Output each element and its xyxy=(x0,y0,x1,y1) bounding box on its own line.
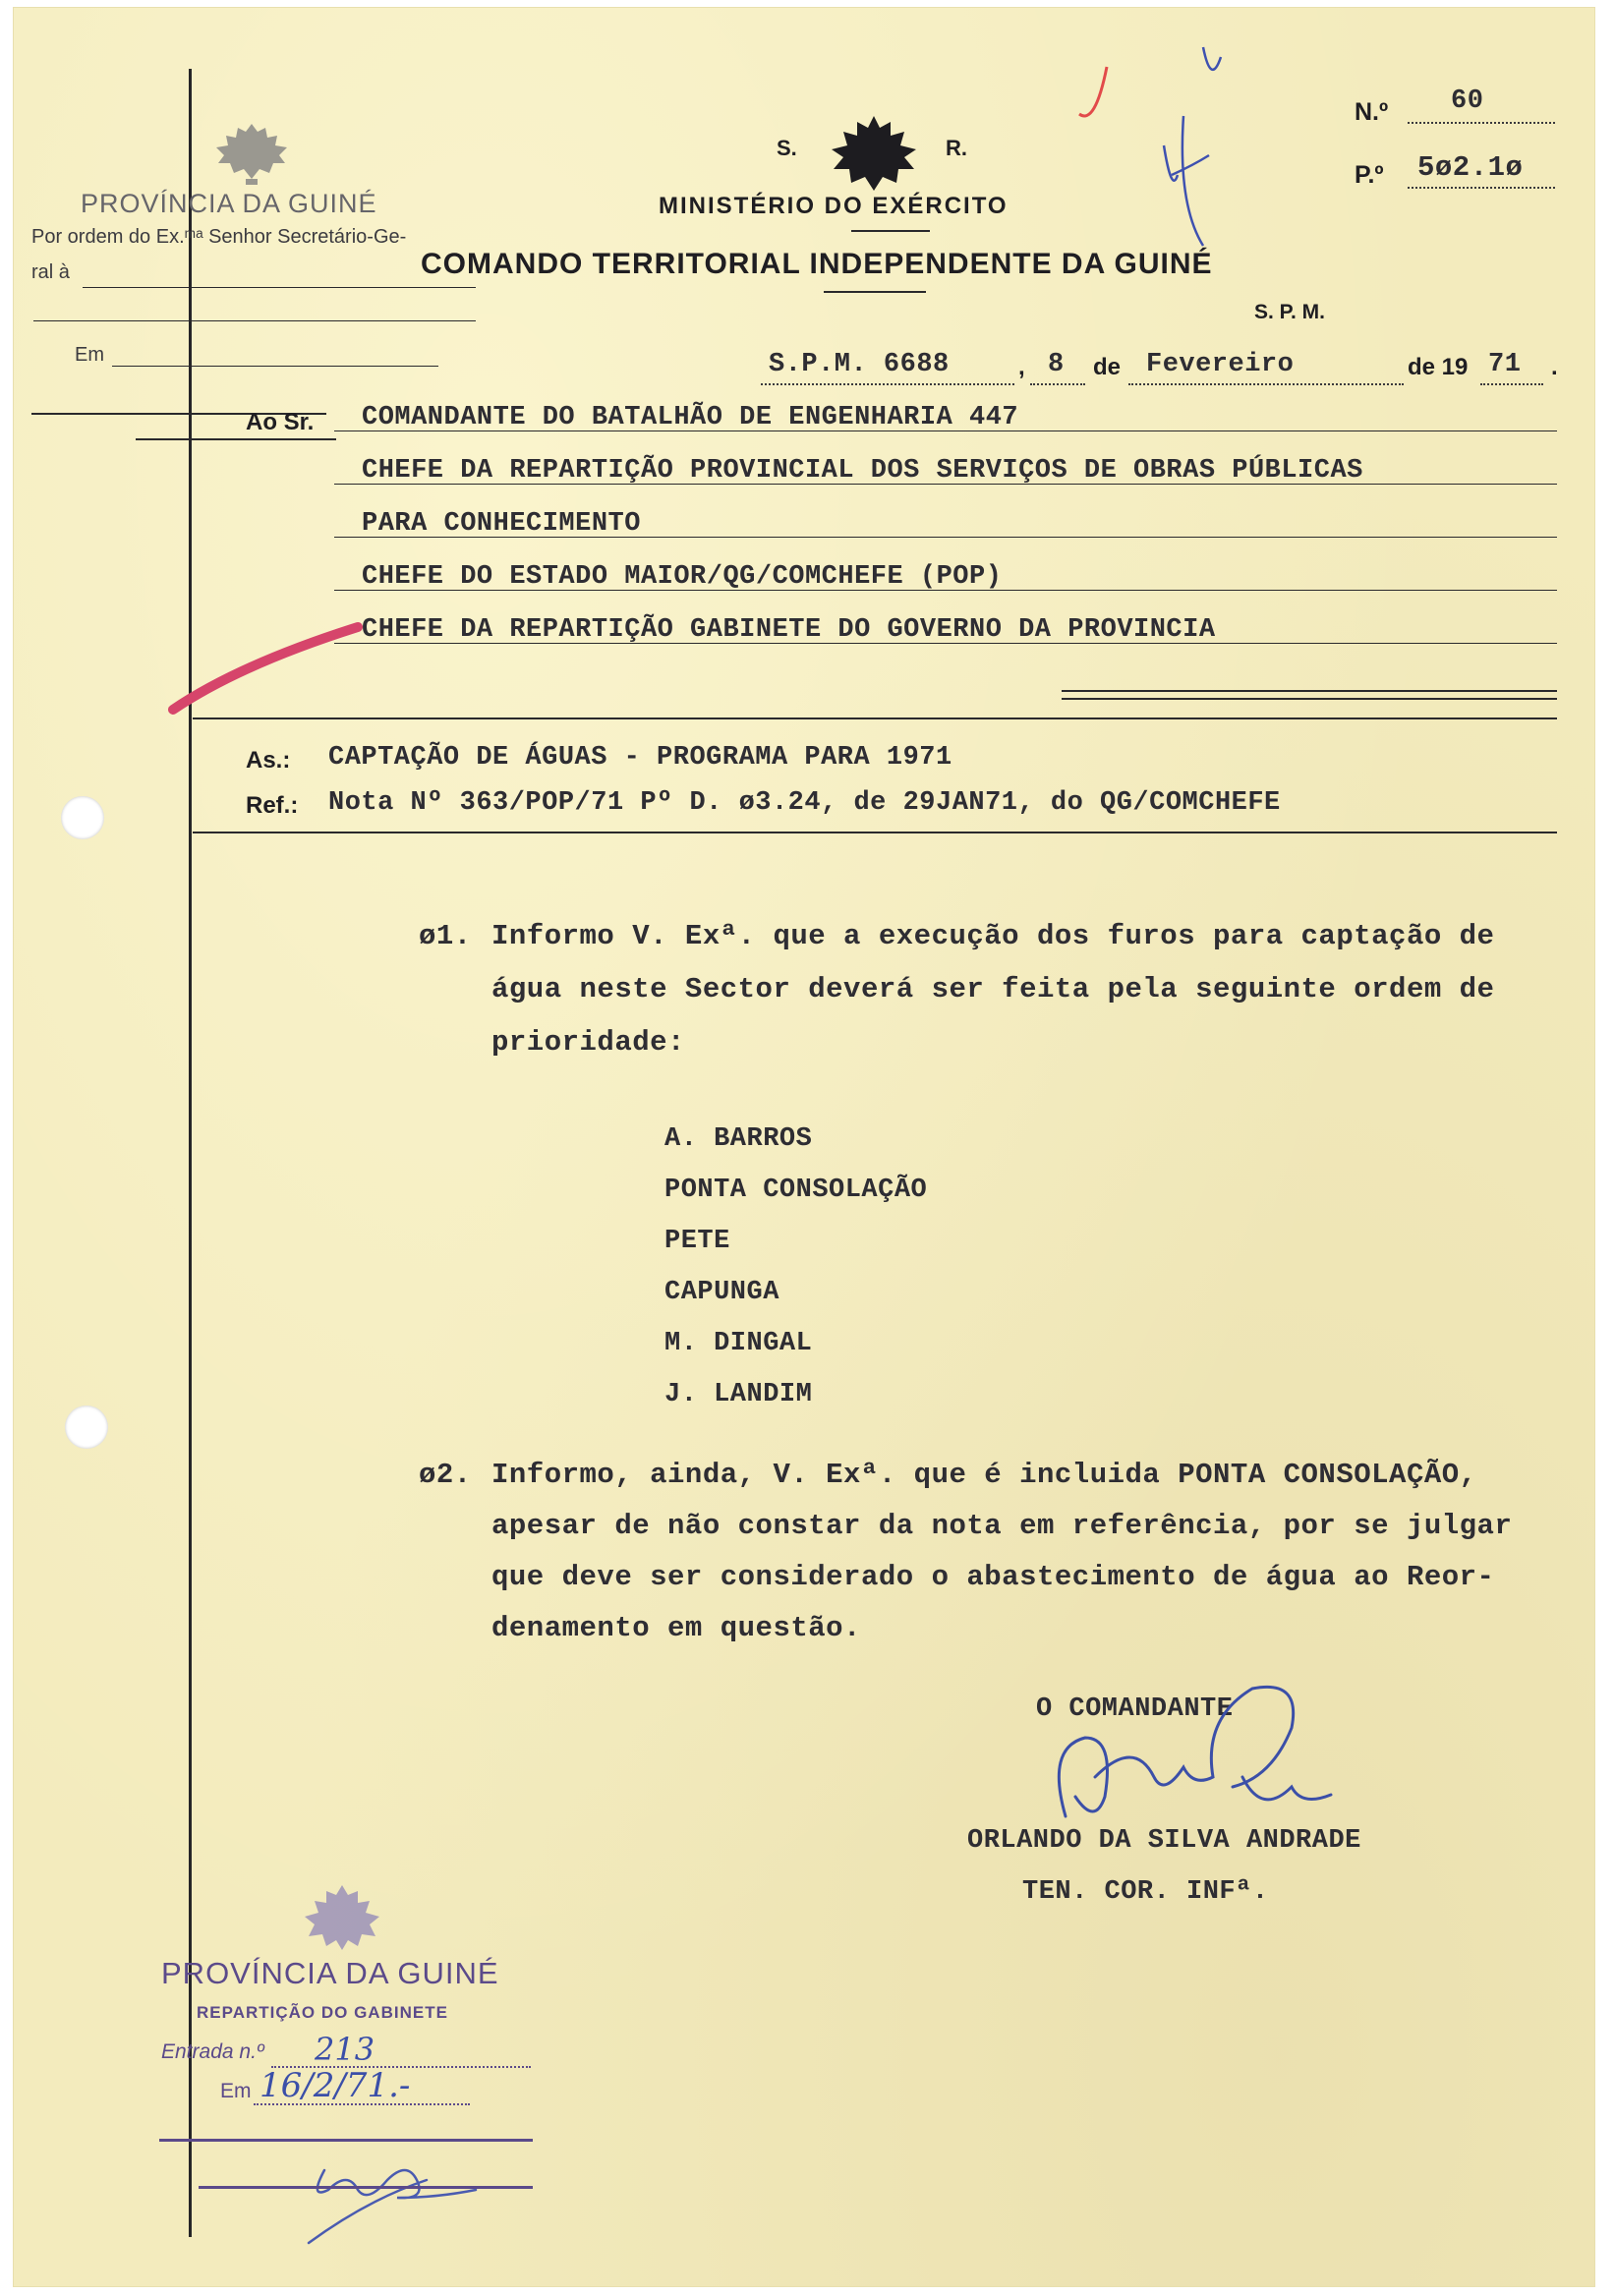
p-line xyxy=(1408,187,1555,189)
place-1: A. BARROS xyxy=(664,1124,813,1154)
p1-number: ø1. xyxy=(419,920,472,952)
no-value: 60 xyxy=(1451,86,1484,116)
date-month-line xyxy=(1128,383,1404,385)
ref-label: Ref.: xyxy=(246,792,299,819)
addressee-line-1 xyxy=(334,430,1557,431)
place-4: CAPUNGA xyxy=(664,1278,779,1307)
place-5: M. DINGAL xyxy=(664,1329,813,1358)
p-value: 5ø2.1ø xyxy=(1417,151,1524,184)
em-label: Em xyxy=(75,344,104,366)
double-rule-a xyxy=(1062,690,1557,692)
stamp-emblem-icon xyxy=(295,1881,389,1954)
ministry-underline xyxy=(851,230,930,232)
command-underline xyxy=(824,291,926,293)
place-6: J. LANDIM xyxy=(664,1380,813,1409)
ao-sr-label: Ao Sr. xyxy=(246,409,315,435)
subject-top-rule xyxy=(193,718,1557,719)
p2-line-4: denamento em questão. xyxy=(491,1612,861,1644)
place-2: PONTA CONSOLAÇÃO xyxy=(664,1176,928,1205)
stamp-em-value: 16/2/71.- xyxy=(260,2066,411,2105)
spm-number: S.P.M. 6688 xyxy=(769,350,950,379)
addressee-5: CHEFE DA REPARTIÇÃO GABINETE DO GOVERNO DA PROVINCIA xyxy=(362,615,1216,645)
stamp-em-line xyxy=(254,2103,470,2105)
command-title: COMANDO TERRITORIAL INDEPENDENTE DA GUINÉ xyxy=(421,248,1213,280)
as-label: As.: xyxy=(246,747,291,774)
addressee-1: COMANDANTE DO BATALHÃO DE ENGENHARIA 447 xyxy=(362,403,1019,432)
ral-a-line xyxy=(83,287,476,288)
left-rule-b xyxy=(136,438,336,440)
ref-text: Nota Nº 363/POP/71 Pº D. ø3.24, de 29JAN71, do QG/COMCHEFE xyxy=(328,788,1281,818)
coat-of-arms-icon xyxy=(206,118,297,189)
spm-number-line xyxy=(761,383,1014,385)
de-label: de xyxy=(1093,354,1122,380)
province-heading: PROVÍNCIA DA GUINÉ xyxy=(81,189,377,218)
pen-checkmarks-icon xyxy=(1056,28,1252,254)
addressee-2: CHEFE DA REPARTIÇÃO PROVINCIAL DOS SERVIÇOS DE OBRAS PÚBLICAS xyxy=(362,456,1363,486)
year-prefix: de 19 xyxy=(1408,354,1469,380)
date-month: Fevereiro xyxy=(1146,350,1295,379)
signature-scribble-icon xyxy=(1036,1669,1351,1836)
comma: , xyxy=(1018,354,1025,380)
punch-hole-bottom xyxy=(65,1406,108,1449)
stamp-province: PROVÍNCIA DA GUINÉ xyxy=(161,1956,499,1990)
addressee-line-5 xyxy=(334,643,1557,644)
date-day: 8 xyxy=(1048,350,1065,379)
emblem-icon xyxy=(826,114,922,195)
punch-hole-top xyxy=(61,796,104,839)
no-label: N.º xyxy=(1355,98,1389,126)
place-3: PETE xyxy=(664,1227,730,1256)
period: . xyxy=(1551,354,1558,380)
signature-title: O COMANDANTE xyxy=(1036,1694,1234,1724)
p1-line-1: Informo V. Exª. que a execução dos furos para captação de xyxy=(491,920,1495,952)
signature-rank: TEN. COR. INFª. xyxy=(1022,1877,1269,1907)
addressee-line-3 xyxy=(334,537,1557,538)
year-suffix: 71 xyxy=(1488,350,1522,379)
stamp-initials-icon xyxy=(289,2141,486,2249)
double-rule-b xyxy=(1062,698,1557,700)
no-line xyxy=(1408,122,1555,124)
spm-label: S. P. M. xyxy=(1254,301,1325,323)
s-letter: S. xyxy=(777,136,797,160)
p2-number: ø2. xyxy=(419,1459,472,1491)
r-letter: R. xyxy=(946,136,967,160)
ministry-title: MINISTÉRIO DO EXÉRCITO xyxy=(659,193,1009,219)
addressee-4: CHEFE DO ESTADO MAIOR/QG/COMCHEFE (POP) xyxy=(362,562,1003,592)
as-text: CAPTAÇÃO DE ÁGUAS - PROGRAMA PARA 1971 xyxy=(328,743,952,773)
addressee-3: PARA CONHECIMENTO xyxy=(362,509,641,539)
em-line xyxy=(112,366,438,367)
signature-name: ORLANDO DA SILVA ANDRADE xyxy=(967,1826,1361,1856)
addressee-line-4 xyxy=(334,590,1557,591)
stamp-entrada-value: 213 xyxy=(315,2031,375,2068)
margin-rule xyxy=(189,69,192,2237)
p1-line-2: água neste Sector deverá ser feita pela seguinte ordem de xyxy=(491,973,1495,1005)
p2-line-2: apesar de não constar da nota em referência, por se julgar xyxy=(491,1510,1513,1542)
document-sheet xyxy=(14,8,1594,2286)
p2-line-1: Informo, ainda, V. Exª. que é incluida PONTA CONSOLAÇÃO, xyxy=(491,1459,1477,1491)
p1-line-3: prioridade: xyxy=(491,1026,685,1059)
stamp-entrada-label: Entrada n.º xyxy=(161,2040,264,2063)
p2-line-3: que deve ser considerado o abastecimento de água ao Reor- xyxy=(491,1561,1495,1593)
por-ordem-text: Por ordem do Ex.ᵐᵃ Senhor Secretário-Ge- xyxy=(31,226,407,248)
blank-line xyxy=(33,320,476,321)
subject-bottom-rule xyxy=(193,832,1557,833)
stamp-em-label: Em xyxy=(220,2080,252,2102)
stamp-repartition: REPARTIÇÃO DO GABINETE xyxy=(197,2003,448,2022)
p-label: P.º xyxy=(1355,161,1384,189)
stamp-rule-b xyxy=(199,2186,533,2189)
red-arrow-icon xyxy=(161,603,377,721)
ral-a-text: ral à xyxy=(31,261,70,283)
date-day-line xyxy=(1030,383,1085,385)
year-line xyxy=(1480,383,1543,385)
addressee-line-2 xyxy=(334,484,1557,485)
